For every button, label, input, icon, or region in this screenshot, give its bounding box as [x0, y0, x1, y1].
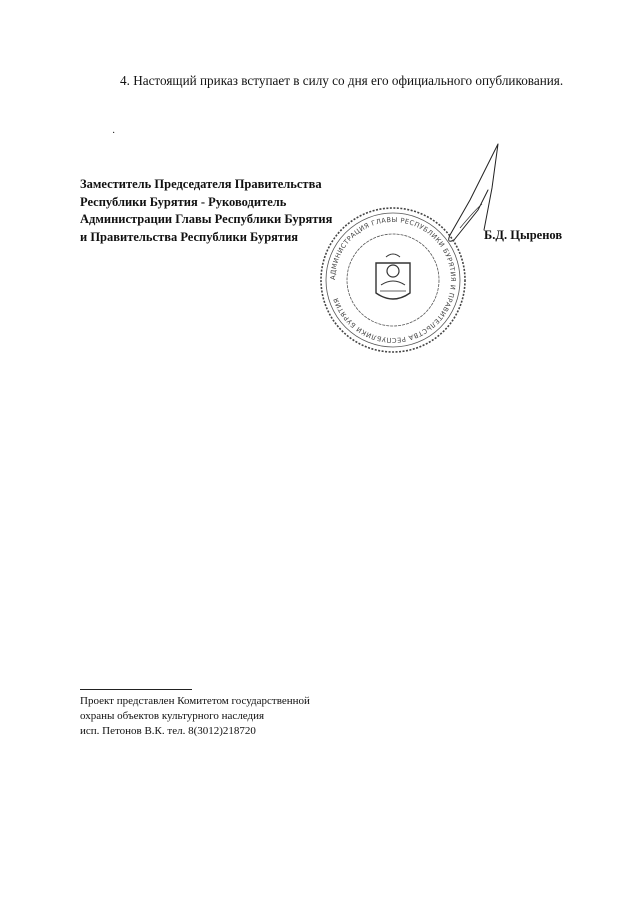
footnote-divider	[80, 689, 192, 690]
footnote	[80, 694, 400, 739]
signatory-title	[80, 176, 380, 246]
signatory-title-line: Республики Бурятия - Руководитель	[80, 194, 287, 209]
footnote-line: Проект представлен Комитетом государственной	[80, 695, 310, 707]
footnote-line: охраны объектов культурного наследия	[80, 710, 265, 722]
signatory-title-line: Заместитель Председателя Правительства	[80, 177, 322, 191]
paragraph-4: 4. Настоящий приказ вступает в силу со дня его официального опубликования.	[120, 73, 564, 88]
footnote-line: исп. Петонов В.К. тел. 8(3012)218720	[80, 725, 256, 737]
signatory-name: Б.Д. Цыренов	[484, 228, 563, 242]
signatory-title-line: Администрации Главы Республики Бурятия	[80, 212, 333, 226]
seal-text: АДМИНИСТРАЦИЯ ГЛАВЫ РЕСПУБЛИКИ БУРЯТИЯ И ПРАВИТЕЛЬСТВА РЕСПУБЛИКИ БУРЯТИЯ	[328, 215, 458, 345]
signatory-title-line: и Правительства Республики Бурятия	[80, 229, 299, 244]
stray-mark: ·	[112, 128, 116, 139]
